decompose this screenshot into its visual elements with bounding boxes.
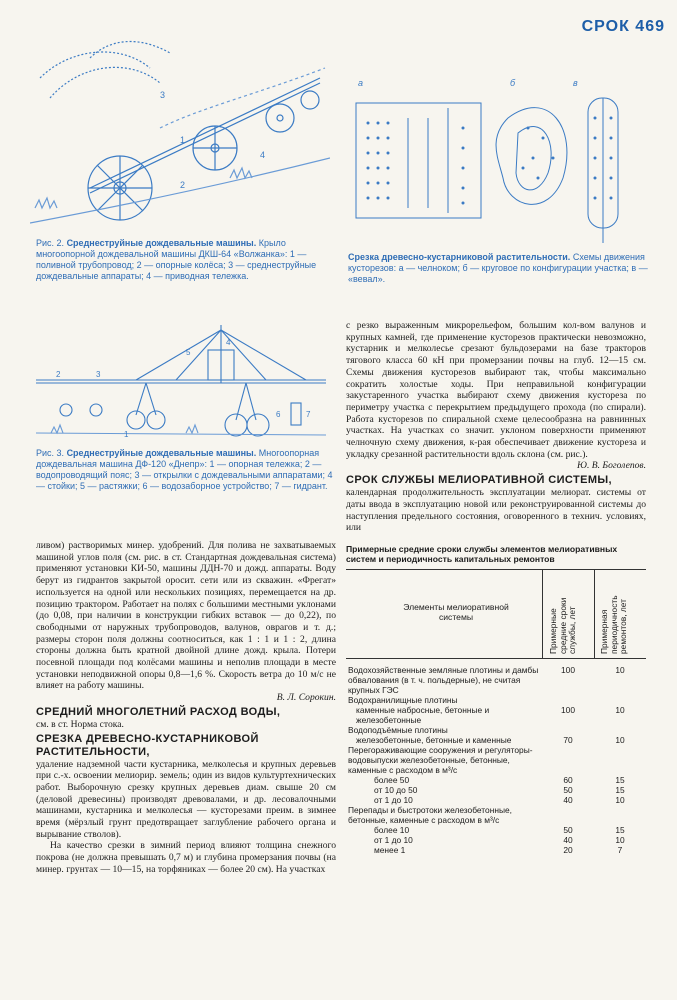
- table-cell-repair-period: 10: [615, 734, 625, 745]
- figure-caption-text: Схемы движения кусторезов: а — челноком; б — круговое по конфигурации участка; в — «вевал».: [348, 252, 648, 284]
- figure-2-illustration: [30, 38, 330, 233]
- table-cell-repair-period: 10: [615, 704, 625, 715]
- table-cell-element: от 10 до 50: [374, 784, 418, 795]
- fig3-label: 3: [96, 370, 101, 379]
- table-cell-element: более 10: [374, 824, 410, 835]
- table-cell-element: менее 1: [374, 844, 406, 855]
- figure-3-caption: [36, 448, 336, 492]
- figure-caption-title: Срезка древесно-кустарниковой растительности.: [348, 252, 571, 262]
- table-cell-repair-period: 10: [615, 834, 625, 845]
- fig2-label: 4: [260, 150, 266, 160]
- left-column: [36, 540, 336, 876]
- cross-reference: см. в ст. Норма стока.: [36, 718, 124, 730]
- figure-caption-title: Среднеструйные дождевальные машины.: [66, 448, 257, 458]
- paragraph: календарная продолжительность эксплуатации мелиорат. системы от даты ввода в эксплуатацию новой или реконструированной системы до наступления предельного состояния, оговоренного в технич. условиях, или: [346, 487, 646, 534]
- table-row: [346, 795, 646, 805]
- figure-caption-prefix: Рис. 3.: [36, 448, 65, 458]
- paragraph: На качество срезки в зимний период влияют толщина снежного покрова (не должна превышать 0,7 м) и глубина промерзания почвы (на минер. грунтах — 10—15, на торфяниках — более 20 см). На участках: [36, 840, 336, 875]
- table-row: [346, 785, 646, 795]
- table-row: [346, 845, 646, 855]
- table-cell-service-life: [542, 695, 594, 705]
- table-cell-element: Перегораживающие сооружения и регуляторы-водовыпуски железобетонные, бетонные, каменные с расходом в м³/с: [348, 744, 533, 775]
- table-cell-element: Водоподъёмные плотины: [348, 724, 448, 735]
- table-row: [346, 705, 646, 725]
- table-header-col3: Примерная периодичность ремонтов, лет: [599, 595, 628, 654]
- table-cell-service-life: 100: [561, 704, 575, 715]
- fig3-label: 4: [226, 338, 231, 347]
- table-cell-service-life: [542, 725, 594, 735]
- table-row: [346, 665, 646, 695]
- table-cell-repair-period: 15: [615, 824, 625, 835]
- table-header: [346, 569, 646, 659]
- figure-caption-text: Крыло многоопорной дождевальной машины ДКШ-64 «Волжанка»: 1 — поливной трубопровод; 2 — опорные колёса; 3 — среднеструйные дождевальные аппараты; 4 — приводная тележка.: [36, 238, 317, 281]
- table-cell-repair-period: 10: [615, 794, 625, 805]
- table-cell-element: Водохранилищные плотины: [348, 694, 458, 705]
- table-row: [346, 825, 646, 835]
- table-row: [346, 695, 646, 705]
- table-cell-repair-period: 7: [617, 844, 623, 855]
- figure-caption-title: Среднеструйные дождевальные машины.: [66, 238, 257, 248]
- table-row: [346, 735, 646, 745]
- figure-caption-text: Многоопорная дождевальная машина ДФ-120 «Днепр»: 1 — опорная тележка; 2 — водопроводящий пояс; 3 — открылки с дождевальными аппаратами; 4 — стойки; 5 — растяжки; 6 — водозаборное устройство; 7 — гидрант.: [36, 448, 333, 491]
- figure-3-illustration: [36, 325, 326, 440]
- figure-srezka-schemes: [348, 78, 638, 248]
- table-cell-repair-period: [594, 695, 646, 705]
- figure-caption-prefix: Рис. 2.: [36, 238, 65, 248]
- fig3-label: 7: [306, 410, 311, 419]
- table-row: [346, 835, 646, 845]
- table-cell-service-life: 50: [563, 824, 573, 835]
- table-cell-element: от 1 до 10: [374, 834, 413, 845]
- author-signature: Ю. В. Боголепов.: [577, 460, 646, 472]
- table-cell-service-life: [542, 805, 594, 825]
- entry-heading: СРОК СЛУЖБЫ МЕЛИОРАТИВНОЙ СИСТЕМЫ,: [346, 474, 613, 487]
- table-row: [346, 745, 646, 775]
- entry-heading: СРЕЗКА ДРЕВЕСНО-КУСТАРНИКОВОЙ РАСТИТЕЛЬНОСТИ,: [36, 732, 259, 758]
- scheme-label: б: [510, 78, 516, 88]
- table-cell-service-life: 60: [563, 774, 573, 785]
- table-cell-element: каменные набросные, бетонные и железобетонные: [356, 704, 490, 725]
- table-row: [346, 725, 646, 735]
- scheme-label: в: [573, 78, 578, 88]
- table-cell-repair-period: [594, 725, 646, 735]
- fig3-label: 2: [56, 370, 61, 379]
- entry-heading: СРЕДНИЙ МНОГОЛЕТНИЙ РАСХОД ВОДЫ,: [36, 705, 281, 718]
- page-header: СРОК 469: [581, 18, 665, 35]
- table-cell-repair-period: [594, 745, 646, 775]
- paragraph: удаление надземной части кустарника, мелколесья и крупных деревьев при с.-х. освоении мелиорир. земель; один из видов культуртехнических работ. Выборочную срезку крупных деревьев диам. свыше 20 см (деловой древесины) производят древовалами, и др. лесовалочными машинами, кустарника и мелколесья — кусторезами преим. в зимнее время (мёрзлый грунт предотвращает заглубление рабочего органа и вырывание стволов).: [36, 758, 336, 840]
- table-cell-repair-period: [594, 805, 646, 825]
- right-column: [346, 320, 646, 855]
- table-cell-repair-period: 15: [615, 784, 625, 795]
- table-header-col2: Примерные средние сроки службы, лет: [548, 597, 577, 654]
- author-signature: В. Л. Сорокин.: [276, 692, 336, 704]
- table-row: [346, 775, 646, 785]
- table-cell-service-life: 40: [563, 834, 573, 845]
- table-cell-element: Перепады и быстротоки железобетонные, бетонные, каменные с расходом в м³/с: [348, 804, 512, 825]
- fig3-label: 5: [186, 348, 191, 357]
- table-cell-service-life: 50: [563, 784, 573, 795]
- scheme-label: а: [358, 78, 364, 88]
- fig3-label: 6: [276, 410, 281, 419]
- table-cell-element: железобетонные, бетонные и каменные: [356, 734, 512, 745]
- table-cell-service-life: 70: [563, 734, 573, 745]
- figure-srezka-caption: [348, 252, 648, 285]
- fig3-label: 1: [124, 430, 129, 439]
- table-row: [346, 805, 646, 825]
- figure-2-caption: [36, 238, 336, 282]
- table-cell-repair-period: 10: [615, 664, 625, 675]
- table-title: Примерные средние сроки службы элементов мелиоративных систем и периодичность капитальных ремонтов: [346, 543, 618, 565]
- paragraph: с резко выраженным микрорельефом, большим кол-вом валунов и крупных камней, где применение кусторезов практически невозможно, кустарник и мелколесье срезают бульдозерами на базе тракторов тягового класса 60 кН при промерзании почвы на глуб. 12—15 см. Схемы движения кусторезов выбирают так, чтобы максимально сократить холостые ходы. При неправильной конфигурации закустаренного участка выбирают схему движения кустореза по периметру участка с перекрытием предыдущего прохода (по спирали). Работа кусторезов по спиральной схеме целесообразна на равнинных участках. На участках со значит. уклоном поверхности применяют челночную схему движения, к-рая обеспечивает движение кустореза и укладку срезанной растительности вдоль склона (см. рис.).: [346, 320, 646, 460]
- table-cell-element: от 1 до 10: [374, 794, 413, 805]
- paragraph: ливом) растворимых минер. удобрений. Для полива не захватываемых машиной углов поля (см. рис. в ст. Стандартная дождевальная система) применяют установки КИ-50, машины ДДН-70 и дожд. аппараты. Воду берут из гидрантов закрытой оросит. сети или из скважин. «Фрегат» используется на одной или нескольких позициях, перемещается на др. позицию трактором. Работает на полях с большими местными уклонами (до 0,08, при наличии в конструкции гибких вставок — до 0,22), по свободными от наружных трубопроводов, валунов, оврагов и т. д.; размеры сторон поля должны соотноситься, как 1 : 1 и 1 : 2, длина стороны должна быть кратной двойной длине дожд. крыла. Потери посевной площади под колёсами машины и неполив площади в месте установки неподвижной опоры 0,8—1,6 %. Скорость ветра до 10 м/с не влияет на работу машины.: [36, 540, 336, 692]
- service-life-table: [346, 665, 646, 855]
- fig2-label: 2: [180, 180, 186, 190]
- table-cell-service-life: 20: [563, 844, 573, 855]
- table-cell-repair-period: 15: [615, 774, 625, 785]
- table-header-col1: Элементы мелиоративной системы: [403, 601, 509, 622]
- table-cell-element: более 50: [374, 774, 410, 785]
- fig2-label: 1: [180, 135, 186, 145]
- table-cell-service-life: [542, 745, 594, 775]
- table-cell-service-life: 100: [561, 664, 575, 675]
- table-cell-element: Водохозяйственные земляные плотины и дамбы обвалования (в т. ч. польдерные), не считая крупных ГЭС: [348, 664, 539, 695]
- table-cell-service-life: 40: [563, 794, 573, 805]
- fig2-label: 3: [160, 90, 166, 100]
